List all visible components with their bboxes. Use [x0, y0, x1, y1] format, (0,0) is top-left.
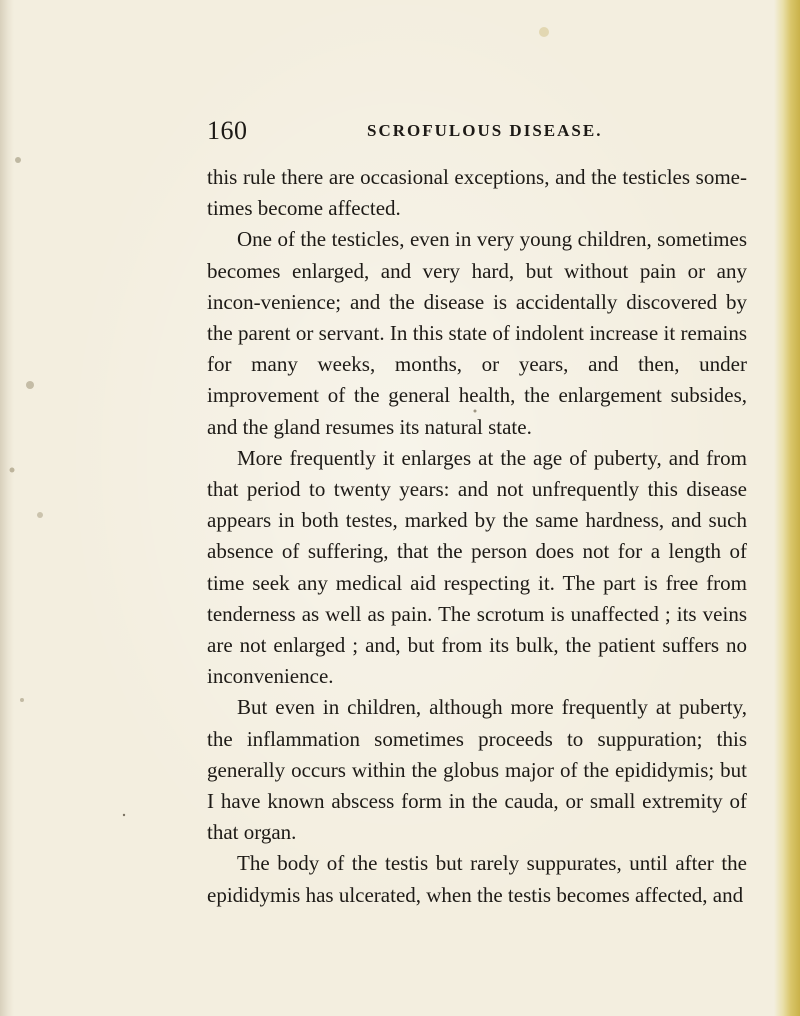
- paragraph: One of the testicles, even in very young children, sometimes becomes enlarged, and very hard, but without pain or any incon-venience; and the disease is accidentally discovered by the parent or servant. In this state of indolent increase it remains for many weeks, months, or years, and then, under improvement of the general health, the enlargement subsides, and the gland resumes its natural state.: [207, 227, 747, 439]
- paragraph: The body of the testis but rarely suppurates, until after the epididymis has ulcerated, when the testis becomes affected, and: [207, 851, 747, 907]
- page-number: 160: [207, 116, 248, 145]
- page-binding-edge: [0, 0, 14, 1016]
- paragraph: this rule there are occasional exceptions, and the testicles some-times become affected.: [207, 165, 747, 221]
- page-header: [207, 116, 747, 146]
- page-gilt-edge: [774, 0, 800, 1016]
- paragraph: More frequently it enlarges at the age of puberty, and from that period to twenty years: and not unfrequently this disease appears in both testes, marked by the same hardness, and such absence of suffering, that the person does not for a length of time seek any medical aid respecting it. The part is free from tenderness as well as pain. The scrotum is unaffected ; its veins are not enlarged ; and, but from its bulk, the patient suffers no inconvenience.: [207, 445, 747, 689]
- body-text: [207, 162, 747, 911]
- paragraph: But even in children, although more frequently at puberty, the inflammation sometimes proceeds to suppuration; this generally occurs within the globus major of the epididymis; but I have known abscess form in the cauda, or small extremity of that organ.: [207, 695, 747, 845]
- running-head: SCROFULOUS DISEASE.: [367, 121, 603, 140]
